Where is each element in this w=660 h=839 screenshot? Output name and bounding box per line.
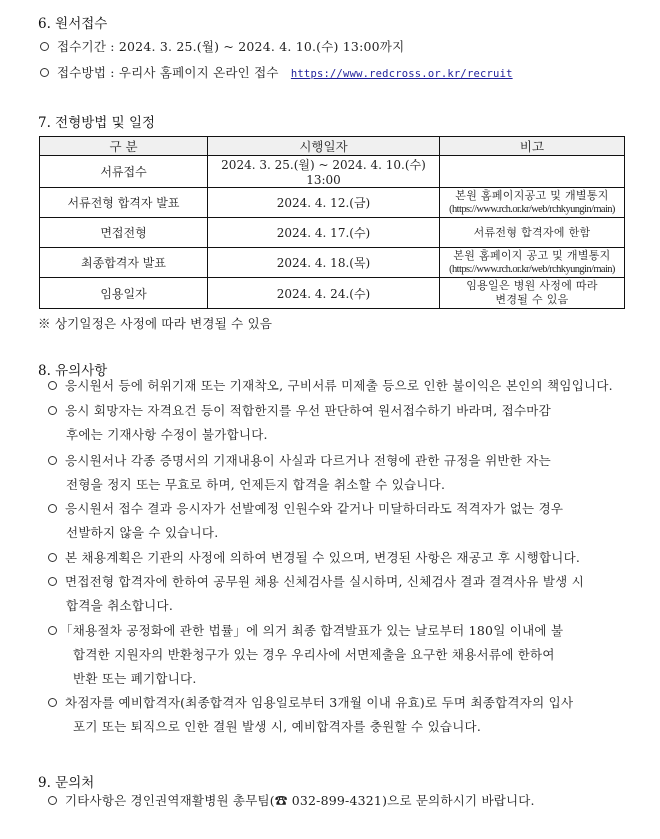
column-header-category: 구 분	[40, 137, 208, 156]
section7-heading: 7. 전형방법 및 일정	[38, 115, 156, 131]
table-row	[40, 218, 625, 248]
cell-date: 2024. 4. 17.(수)	[208, 218, 440, 248]
phone-number: 032-899-4321	[287, 793, 383, 808]
bullet-circle-icon	[48, 504, 57, 513]
note-text: 본원 홈페이지공고 및 개별통지	[455, 188, 609, 202]
notice-item: 차점자를 예비합격자(최종합격자 임용일로부터 3개월 이내 유효)로 두며 최종합격자의 입사 포기 또는 퇴직으로 인한 결원 발생 시, 예비합격자를 충원할 수 있습니다.	[48, 691, 573, 739]
section8-heading: 8. 유의사항	[38, 363, 108, 379]
bullet-circle-icon	[48, 381, 57, 390]
notice-item: 응시원서나 각종 증명서의 기재내용이 사실과 다르거나 전형에 관한 규정을 위반한 자는 전형을 정지 또는 무효로 하며, 언제든지 합격을 취소할 수 있습니다.	[48, 449, 551, 497]
schedule-table	[39, 136, 625, 309]
section6-heading: 6. 원서접수	[38, 16, 108, 32]
bullet-circle-icon	[48, 406, 57, 415]
note-url: (https://www.rch.or.kr/web/rchkyungin/main)	[449, 263, 615, 275]
contact-line: 기타사항은 경인권역재활병원 총무팀(☎ 032-899-4321)으로 문의하시기 바랍니다.	[48, 791, 535, 809]
notice-item: 응시원서 등에 허위기재 또는 기재착오, 구비서류 미제출 등으로 인한 불이익은 본인의 책임입니다.	[48, 374, 613, 398]
recruit-link[interactable]: https://www.redcross.or.kr/recruit	[290, 68, 513, 80]
cell-date: 2024. 3. 25.(월) ~ 2024. 4. 10.(수) 13:00	[208, 156, 440, 188]
table-row	[40, 278, 625, 309]
table-row	[40, 248, 625, 278]
schedule-footnote: ※ 상기일정은 사정에 따라 변경될 수 있음	[38, 316, 273, 331]
section6-item-period: 접수기간 : 2024. 3. 25.(월) ~ 2024. 4. 10.(수) 13:00까지	[40, 37, 404, 55]
table-row	[40, 156, 625, 188]
phone-icon: ☎	[274, 793, 288, 808]
bullet-circle-icon	[48, 796, 57, 805]
bullet-circle-icon	[48, 698, 57, 707]
notice-item: 응시원서 접수 결과 응시자가 선발예정 인원수와 같거나 미달하더라도 적격자가 없는 경우 선발하지 않을 수 있습니다.	[48, 497, 563, 545]
cell-category: 서류접수	[40, 156, 208, 188]
cell-category: 면접전형	[40, 218, 208, 248]
note-text: 임용일은 병원 사정에 따라	[466, 279, 598, 292]
table-header-row	[40, 137, 625, 156]
column-header-date: 시행일자	[208, 137, 440, 156]
notice-item: 「채용절차 공정화에 관한 법률」에 의거 최종 합격발표가 있는 날로부터 180일 이내에 불 합격한 지원자의 반환청구가 있는 경우 우리사에 서면제출을 요구한 채용서류에 한하여 반환 또는 폐기합니다.	[48, 619, 563, 691]
notice-item: 본 채용계획은 기관의 사정에 의하여 변경될 수 있으며, 변경된 사항은 재공고 후 시행합니다.	[48, 546, 580, 570]
column-header-note: 비고	[440, 137, 625, 156]
cell-note	[440, 278, 625, 309]
bullet-circle-icon	[48, 456, 57, 465]
section6-item-method: 접수방법 : 우리사 홈페이지 온라인 접수 https://www.redcross.or.kr/recruit	[40, 63, 513, 81]
section9-heading: 9. 문의처	[38, 775, 95, 791]
cell-note	[440, 188, 625, 218]
note-text-2: 변경될 수 있음	[495, 293, 569, 306]
cell-note	[440, 156, 625, 188]
cell-date: 2024. 4. 18.(목)	[208, 248, 440, 278]
note-text: 본원 홈페이지 공고 및 개별통지	[453, 248, 611, 262]
cell-date: 2024. 4. 24.(수)	[208, 278, 440, 309]
bullet-circle-icon	[48, 553, 57, 562]
cell-date: 2024. 4. 12.(금)	[208, 188, 440, 218]
bullet-circle-icon	[48, 577, 57, 586]
notice-item: 면접전형 합격자에 한하여 공무원 채용 신체검사를 실시하며, 신체검사 결과 결격사유 발생 시 합격을 취소합니다.	[48, 570, 584, 618]
cell-note	[440, 248, 625, 278]
cell-category: 임용일자	[40, 278, 208, 309]
table-row	[40, 188, 625, 218]
note-text: 서류전형 합격자에 한함	[473, 225, 591, 239]
cell-category: 최종합격자 발표	[40, 248, 208, 278]
notice-item: 응시 회망자는 자격요건 등이 적합한지를 우선 판단하여 원서접수하기 바라며, 접수마감 후에는 기재사항 수정이 불가합니다.	[48, 399, 551, 447]
note-url: (https://www.rch.or.kr/web/rchkyungin/main)	[449, 203, 615, 215]
cell-note	[440, 218, 625, 248]
bullet-circle-icon	[40, 42, 49, 51]
cell-category: 서류전형 합격자 발표	[40, 188, 208, 218]
bullet-circle-icon	[48, 626, 57, 635]
bullet-circle-icon	[40, 68, 49, 77]
